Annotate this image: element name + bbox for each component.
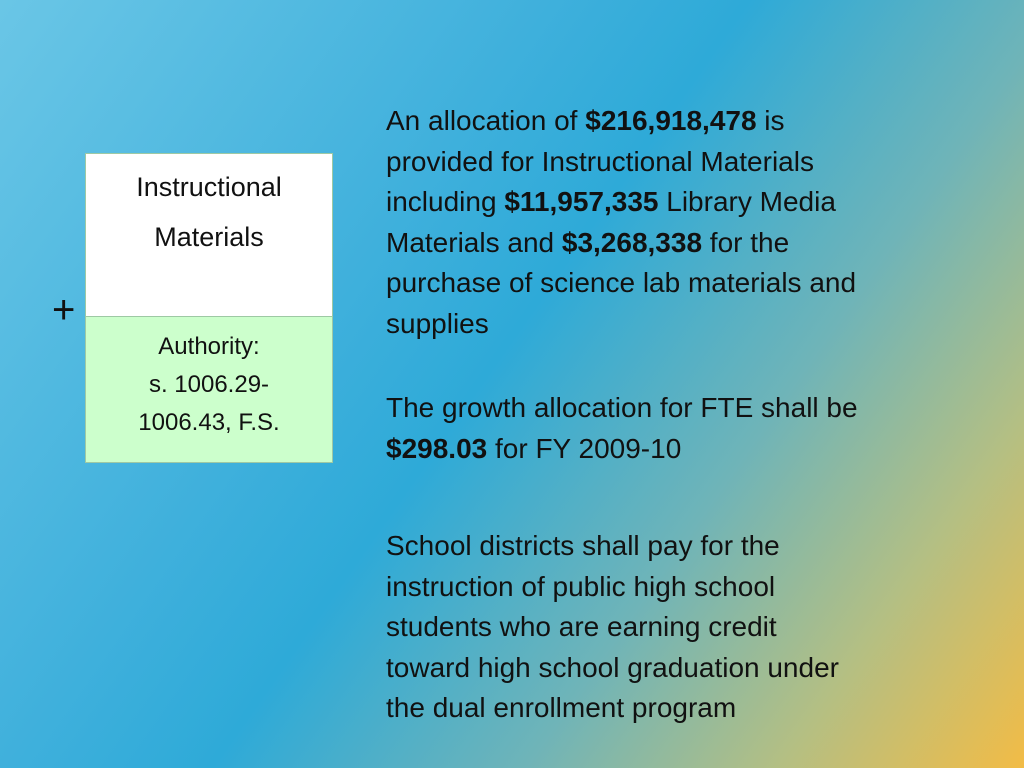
instructional-materials-box: [85, 153, 333, 463]
box-title-line2: Materials: [154, 222, 264, 252]
paragraph-line: instruction of public high school: [386, 570, 776, 602]
allocation-paragraph: [386, 101, 986, 344]
paragraph-line: $298.03 for FY 2009-10: [386, 432, 682, 464]
box-title-section: [86, 154, 332, 316]
paragraph-line: provided for Instructional Materials: [386, 145, 814, 177]
fte-growth-amount: $298.03: [386, 432, 488, 464]
paragraph-line: An allocation of $216,918,478 is: [386, 105, 785, 136]
dual-enrollment-paragraph: [386, 526, 986, 729]
paragraph-line: students who are earning credit: [386, 611, 777, 642]
library-media-amount: $11,957,335: [504, 186, 659, 217]
growth-allocation-paragraph: [386, 388, 986, 469]
box-authority-section: [86, 316, 332, 462]
paragraph-line: School districts shall pay for the: [386, 530, 780, 561]
paragraph-line: The growth allocation for FTE shall be: [386, 392, 858, 423]
box-title-line1: Instructional: [136, 172, 282, 202]
paragraph-line: including $11,957,335 Library Media: [386, 186, 836, 217]
paragraph-line: the dual enrollment program: [386, 692, 737, 723]
paragraph-line: supplies: [386, 307, 489, 339]
paragraph-line: Materials and $3,268,338 for the: [386, 226, 790, 258]
authority-statute-line2: 1006.43, F.S.: [138, 409, 280, 436]
authority-statute-line1: s. 1006.29-: [148, 371, 270, 398]
paragraph-line: purchase of science lab materials and: [386, 267, 857, 298]
plus-sign: +: [52, 288, 76, 332]
authority-label: Authority:: [158, 333, 260, 360]
total-allocation-amount: $216,918,478: [585, 105, 757, 136]
paragraph-line: toward high school graduation under: [386, 651, 839, 683]
science-lab-amount: $3,268,338: [561, 226, 703, 258]
